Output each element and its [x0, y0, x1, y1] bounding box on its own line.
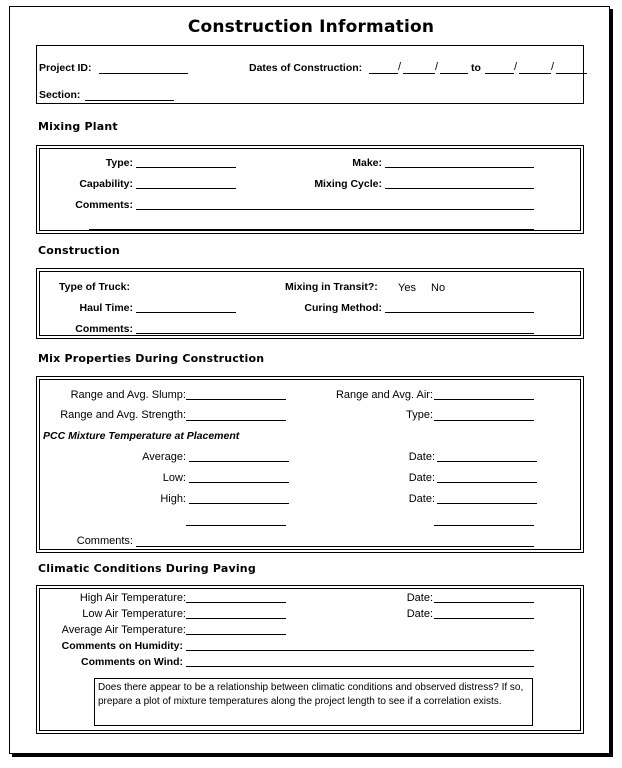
low-air-label: Low Air Temperature: — [82, 608, 186, 620]
wind-field[interactable] — [186, 666, 534, 667]
dates-of-construction-label: Dates of Construction: — [249, 62, 363, 74]
transit-yes-option[interactable]: Yes — [398, 282, 416, 294]
mix-comments-field[interactable] — [136, 546, 534, 547]
haul-time-field[interactable] — [136, 312, 236, 313]
temp-high-field[interactable] — [189, 503, 289, 504]
mix-type-label: Type: — [406, 409, 433, 421]
start-day-field[interactable] — [403, 73, 435, 74]
mixing-cycle-field[interactable] — [385, 188, 534, 189]
humidity-label: Comments on Humidity: — [61, 640, 183, 652]
slump-label: Range and Avg. Slump: — [70, 389, 186, 401]
avg-air-label: Average Air Temperature: — [61, 624, 186, 636]
low-air-field[interactable] — [186, 618, 286, 619]
date-slash: / — [398, 61, 402, 73]
slump-field[interactable] — [186, 399, 286, 400]
plant-comments-field-2[interactable] — [89, 229, 534, 230]
wind-label: Comments on Wind: — [81, 656, 183, 668]
mix-properties-box — [36, 376, 584, 553]
end-year-field[interactable] — [556, 73, 587, 74]
capability-field[interactable] — [136, 188, 236, 189]
temp-average-field[interactable] — [189, 461, 289, 462]
plant-comments-label: Comments: — [75, 199, 133, 211]
climatic-heading: Climatic Conditions During Paving — [38, 562, 256, 575]
temp-low-field[interactable] — [189, 482, 289, 483]
air-label: Range and Avg. Air: — [335, 389, 433, 401]
mix-type-field[interactable] — [434, 420, 534, 421]
plant-make-label: Make: — [352, 157, 382, 169]
high-air-date-label: Date: — [406, 592, 433, 604]
section-field[interactable] — [85, 100, 174, 101]
end-month-field[interactable] — [485, 73, 514, 74]
temp-extra-date-field[interactable] — [434, 525, 534, 526]
high-air-label: High Air Temperature: — [79, 592, 186, 604]
pcc-temperature-heading: PCC Mixture Temperature at Placement — [43, 430, 240, 442]
temp-average-date-label: Date: — [408, 451, 435, 463]
air-field[interactable] — [434, 399, 534, 400]
curing-method-label: Curing Method: — [304, 302, 382, 314]
plant-make-field[interactable] — [385, 167, 534, 168]
plant-type-label: Type: — [105, 157, 133, 169]
project-info-box — [36, 45, 584, 104]
high-air-field[interactable] — [186, 602, 286, 603]
temp-high-date-field[interactable] — [437, 503, 537, 504]
construction-comments-label: Comments: — [75, 323, 133, 335]
construction-comments-field[interactable] — [136, 333, 534, 334]
page-shadow-right — [610, 9, 613, 757]
temp-high-label: High: — [160, 493, 186, 505]
temp-average-label: Average: — [142, 451, 186, 463]
transit-no-option[interactable]: No — [431, 282, 446, 294]
start-month-field[interactable] — [369, 73, 398, 74]
strength-field[interactable] — [186, 420, 286, 421]
mixing-cycle-label: Mixing Cycle: — [314, 178, 382, 190]
avg-air-field[interactable] — [186, 634, 286, 635]
project-id-label: Project ID: — [39, 62, 92, 74]
temp-high-date-label: Date: — [408, 493, 435, 505]
date-slash: / — [551, 61, 555, 73]
temp-average-date-field[interactable] — [437, 461, 537, 462]
low-air-date-label: Date: — [406, 608, 433, 620]
to-label: to — [471, 62, 481, 74]
end-day-field[interactable] — [519, 73, 551, 74]
type-of-truck-label: Type of Truck: — [59, 281, 130, 293]
mixing-plant-heading: Mixing Plant — [38, 120, 118, 133]
temp-low-label: Low: — [162, 472, 186, 484]
construction-heading: Construction — [38, 244, 120, 257]
mix-comments-label: Comments: — [76, 535, 133, 547]
plant-comments-field[interactable] — [136, 209, 534, 210]
form-title: Construction Information — [187, 17, 435, 37]
humidity-field[interactable] — [186, 650, 534, 651]
high-air-date-field[interactable] — [434, 602, 534, 603]
climatic-note: Does there appear to be a relationship between climatic conditions and observed distress? If so, prepare a plot of mixture temperatures along the project length to see if a correlation exists. — [94, 678, 533, 726]
temp-low-date-field[interactable] — [437, 482, 537, 483]
temp-extra-field[interactable] — [186, 525, 286, 526]
curing-method-field[interactable] — [385, 312, 534, 313]
low-air-date-field[interactable] — [434, 618, 534, 619]
date-slash: / — [435, 61, 439, 73]
haul-time-label: Haul Time: — [79, 302, 133, 314]
section-label: Section: — [39, 89, 81, 101]
page-shadow-bottom — [12, 754, 613, 757]
mixing-in-transit-label: Mixing in Transit?: — [285, 281, 378, 293]
temp-low-date-label: Date: — [408, 472, 435, 484]
capability-label: Capability: — [79, 178, 133, 190]
plant-type-field[interactable] — [136, 167, 236, 168]
strength-label: Range and Avg. Strength: — [60, 409, 186, 421]
start-year-field[interactable] — [440, 73, 468, 74]
date-slash: / — [514, 61, 518, 73]
mix-properties-heading: Mix Properties During Construction — [38, 352, 265, 365]
project-id-field[interactable] — [99, 73, 188, 74]
